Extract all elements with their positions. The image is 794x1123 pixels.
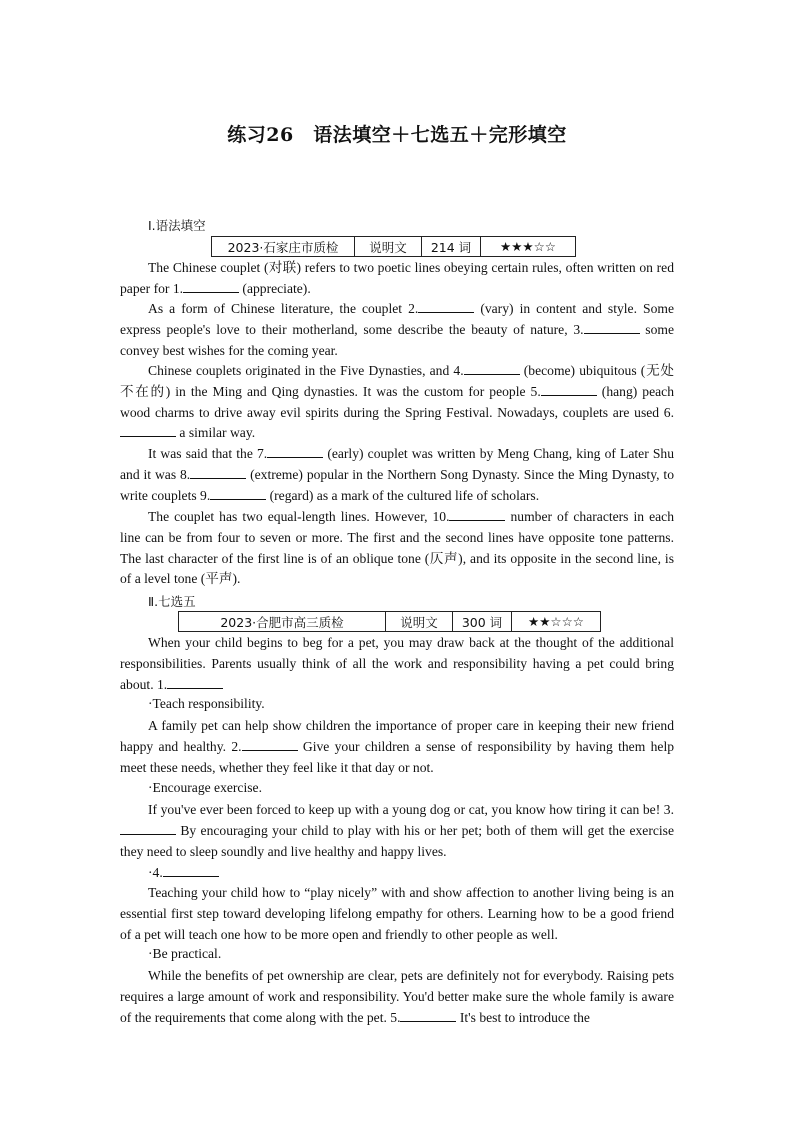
answer-blank-s2-4[interactable]: [163, 864, 219, 877]
answer-blank-2[interactable]: [418, 300, 474, 313]
paragraph-1: [120, 258, 674, 300]
passage-info-table-2: [178, 611, 601, 632]
section-heading-seven-choose-five: Ⅱ.七选五: [148, 594, 196, 609]
text: When your child begins to beg for a pet, you may draw back at the thought of the additional responsibilities. Parents usually think of all the work and responsibility having a pet could bring about. 1.: [120, 635, 674, 692]
answer-blank-s2-3[interactable]: [120, 822, 176, 835]
paragraph-2: [120, 299, 674, 361]
answer-blank-8[interactable]: [190, 466, 246, 479]
passage2-paragraph-5: [120, 966, 674, 1028]
text: a similar way.: [176, 425, 256, 441]
text: The Chinese couplet (对联) refers to two poetic lines obeying certain rules, often written on red paper for 1.: [120, 260, 674, 296]
answer-blank-s2-5[interactable]: [400, 1009, 456, 1022]
answer-blank-10[interactable]: [449, 508, 505, 521]
answer-blank-7[interactable]: [267, 445, 323, 458]
subheading-blank-4: [148, 864, 219, 881]
info-difficulty-stars: ★★☆☆☆: [512, 612, 601, 632]
paragraph-3: [120, 361, 674, 444]
info-word-count: 214 词: [422, 237, 481, 257]
info-source: 2023·石家庄市质检: [212, 237, 355, 257]
text: number of characters in each line can be from four to seven or more. The first and the second lines have opposite tone patterns. The last character of the first line is of an oblique tone (仄声), and its opposite in the second line, is of a level tone (平声).: [120, 509, 674, 587]
text: ·4.: [148, 865, 163, 880]
text: (extreme) popular in the Northern Song Dynasty. Since the Ming Dynasty, to write couplets 9.: [120, 466, 674, 503]
passage2-paragraph-2: [120, 716, 674, 778]
text: It's best to introduce the: [456, 1009, 590, 1025]
text: As a form of Chinese literature, the couplet 2.: [148, 301, 419, 316]
info-genre: 说明文: [355, 237, 422, 257]
passage2-paragraph-3: [120, 800, 674, 862]
section-heading-grammar: Ⅰ.语法填空: [148, 218, 206, 233]
text: A family pet can help show children the importance of proper care in keeping their new friend happy and healthy. 2.: [120, 718, 674, 754]
answer-blank-9[interactable]: [210, 487, 266, 500]
passage2-paragraph-1: [120, 633, 674, 695]
answer-blank-s2-2[interactable]: [242, 738, 298, 751]
text: The couplet has two equal-length lines. However, 10.: [148, 509, 450, 524]
text: While the benefits of pet ownership are clear, pets are definitely not for everybody. Raising pets requires a large amount of work and responsibility. You'd better make sure the whole family is aware of the requirements that come along with the pet. 5.: [120, 968, 674, 1025]
text: (hang) peach wood charms to drive away evil spirits during the Spring Festival. Nowadays, couplets are used 6.: [120, 383, 674, 420]
paragraph-4: [120, 444, 674, 506]
text: By encouraging your child to play with his or her pet; both of them will get the exercise they need to sleep soundly and live healthy and happy lives.: [120, 822, 674, 859]
info-genre: 说明文: [386, 612, 453, 632]
info-source: 2023·合肥市高三质检: [179, 612, 386, 632]
answer-blank-5[interactable]: [541, 383, 597, 396]
text: (regard) as a mark of the cultured life of scholars.: [266, 487, 540, 503]
text: some convey best wishes for the coming year.: [120, 321, 674, 358]
answer-blank-s2-1[interactable]: [167, 676, 223, 689]
info-difficulty-stars: ★★★☆☆: [481, 237, 576, 257]
text: (vary) in content and style. Some express people's love to their motherland, some describe the beauty of nature, 3.: [120, 301, 674, 337]
text: Chinese couplets originated in the Five Dynasties, and 4.: [148, 363, 464, 378]
text: If you've ever been forced to keep up with a young dog or cat, you know how tiring it can be! 3.: [148, 802, 674, 817]
subheading-encourage-exercise: ·Encourage exercise.: [148, 780, 262, 795]
answer-blank-3[interactable]: [584, 321, 640, 334]
answer-blank-4[interactable]: [464, 362, 520, 375]
paragraph-5: [120, 507, 674, 590]
page-title: 练习26 语法填空＋七选五＋完形填空: [227, 124, 567, 146]
info-word-count: 300 词: [453, 612, 512, 632]
text: (become) ubiquitous (无处不在的) in the Ming and Qing dynasties. It was the custom for people 5.: [120, 363, 675, 399]
passage-info-table-1: [211, 236, 576, 257]
answer-blank-1[interactable]: [183, 280, 239, 293]
answer-blank-6[interactable]: [120, 424, 176, 437]
subheading-teach-responsibility: ·Teach responsibility.: [148, 696, 265, 711]
text: Give your children a sense of responsibility by having them help meet these needs, whether they feel like it that day or not.: [120, 738, 675, 775]
passage2-paragraph-4: Teaching your child how to “play nicely” with and show affection to another living being is an essential first step toward developing lifelong empathy for others. Learning how to be a good friend of a pet will teach one how to be more open and friendly to other people as well.: [120, 885, 674, 942]
text: (early) couplet was written by Meng Chang, king of Later Shu and it was 8.: [120, 446, 675, 482]
subheading-be-practical: ·Be practical.: [148, 946, 222, 961]
text: (appreciate).: [239, 280, 311, 296]
text: It was said that the 7.: [148, 446, 268, 461]
